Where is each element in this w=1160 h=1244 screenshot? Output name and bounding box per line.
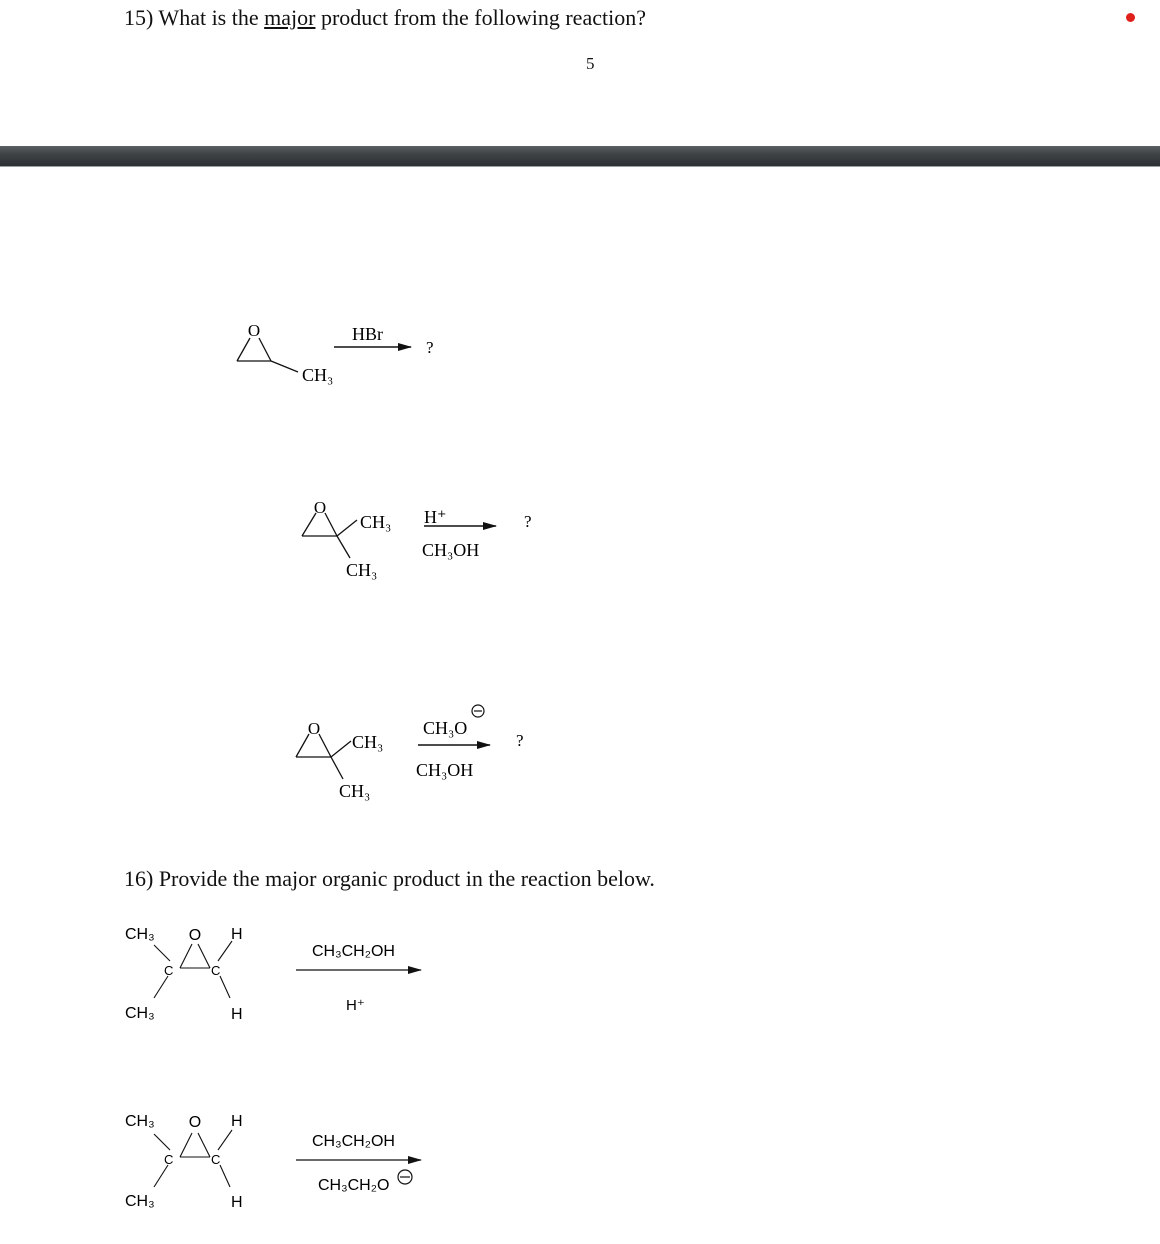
reaction-4-carbon-right: C <box>211 963 221 978</box>
reaction-2-ch3-lower: CH₃ <box>346 560 378 580</box>
reaction-5-carbon-right: C <box>211 1152 221 1167</box>
reaction-1-product-unknown: ? <box>426 338 434 357</box>
reaction-2 <box>302 498 532 580</box>
negative-charge-icon <box>472 705 484 717</box>
reaction-4-reagent-ethanol: CH₃CH₂OH <box>312 943 395 960</box>
reaction-5-carbon-left: C <box>164 1152 174 1167</box>
reaction-4-h-upper: H <box>231 926 243 943</box>
reaction-4-oxygen: O <box>188 927 202 944</box>
reaction-1 <box>237 321 434 385</box>
reaction-2-reagent-methanol: CH₃OH <box>422 540 480 560</box>
epoxide-ring-2 <box>302 513 357 558</box>
reaction-5-oxygen: O <box>188 1114 202 1131</box>
reaction-4-reagent-acid: H⁺ <box>346 997 365 1014</box>
question-15-major-underlined: major <box>264 5 316 30</box>
reaction-2-oxygen: O <box>313 498 327 517</box>
reaction-3-ch3-lower: CH₃ <box>339 781 371 801</box>
reaction-3-reagent-methoxide: CH₃O <box>423 718 468 738</box>
negative-charge-icon <box>398 1170 412 1184</box>
reaction-2-product-unknown: ? <box>524 512 532 531</box>
reaction-5-ch3-lower: CH₃ <box>125 1193 155 1210</box>
reaction-1-ch3: CH₃ <box>302 365 334 385</box>
epoxide-ring-1 <box>237 338 298 372</box>
reaction-4-h-lower: H <box>231 1006 243 1023</box>
reaction-4 <box>125 926 421 1023</box>
reaction-3-product-unknown: ? <box>516 731 524 750</box>
question-16-text: 16) Provide the major organic product in the reaction below. <box>124 866 655 891</box>
reaction-1-reagent-hbr: HBr <box>352 324 383 344</box>
epoxide-ring-3 <box>296 734 351 779</box>
reaction-5-h-lower: H <box>231 1194 243 1211</box>
reaction-4-ch3-upper: CH₃ <box>125 926 155 943</box>
reaction-5-reagent-ethanol: CH₃CH₂OH <box>312 1133 395 1150</box>
reaction-4-ch3-lower: CH₃ <box>125 1005 155 1022</box>
question-15-prefix: 15) What is the <box>124 5 265 30</box>
reaction-1-oxygen: O <box>247 321 261 340</box>
reaction-2-reagent-acid: H⁺ <box>424 507 447 527</box>
reaction-3-reagent-methanol: CH₃OH <box>416 760 474 780</box>
reaction-3-ch3-upper: CH₃ <box>352 732 384 752</box>
reaction-2-ch3-upper: CH₃ <box>360 512 392 532</box>
reaction-3-oxygen: O <box>307 719 321 738</box>
question-15-suffix: product from the following reaction? <box>315 5 646 30</box>
reaction-5-ch3-upper: CH₃ <box>125 1113 155 1130</box>
reaction-5 <box>125 1113 421 1211</box>
reaction-5-reagent-ethoxide: CH₃CH₂O <box>318 1177 390 1194</box>
reaction-5-h-upper: H <box>231 1113 243 1130</box>
reaction-4-carbon-left: C <box>164 963 174 978</box>
page-number: 5 <box>586 54 595 73</box>
reaction-3 <box>296 705 524 801</box>
